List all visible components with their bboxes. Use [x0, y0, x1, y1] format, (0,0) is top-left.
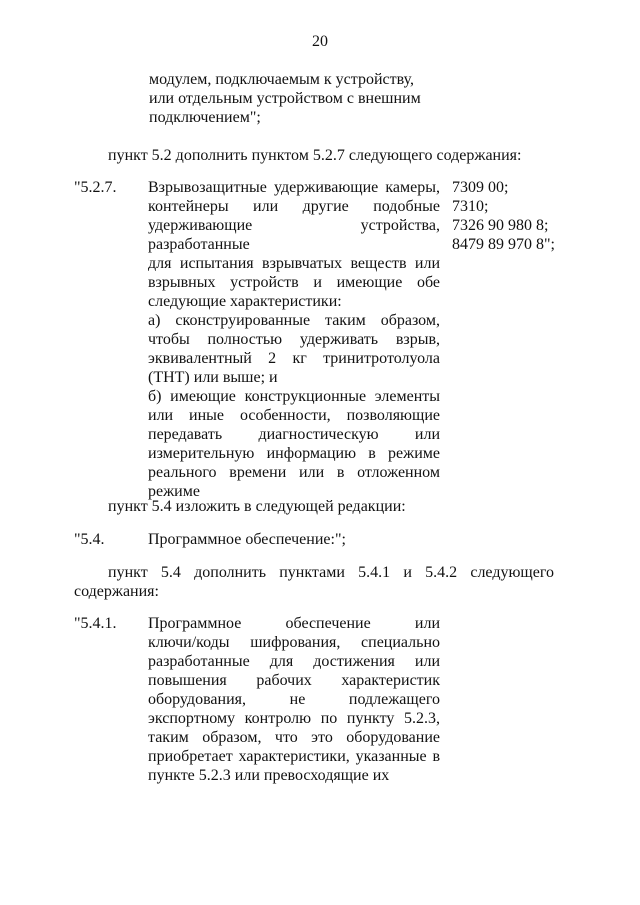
code-line: 8479 89 970 8"; — [452, 236, 555, 253]
text-line: разработанные для достижения или — [148, 653, 440, 670]
text-line: чтобы полностью удерживать взрыв, — [148, 331, 440, 348]
text-line: следующие характеристики: — [148, 293, 342, 310]
text-line: контейнеры или другие подобные — [148, 198, 440, 215]
code-line: 7309 00; — [452, 179, 509, 196]
text-line: подключением"; — [149, 109, 261, 126]
text-line: б) имеющие конструкционные элементы — [148, 388, 440, 405]
text-line: экспортному контролю по пункту 5.2.3, — [148, 710, 440, 727]
text-line: оборудования, не подлежащего — [148, 691, 440, 708]
instruction-paragraph: пункт 5.4 изложить в следующей редакции: — [108, 498, 406, 515]
instruction-paragraph: пункт 5.2 дополнить пунктом 5.2.7 следующего содержания: — [108, 147, 522, 164]
instruction-paragraph — [74, 563, 554, 601]
text-line: передавать диагностическую или — [148, 426, 440, 443]
text-line: режиме — [148, 483, 200, 500]
item-text: Программное обеспечение:"; — [148, 531, 346, 548]
item-number: "5.2.7. — [74, 179, 117, 196]
text-line: или иные особенности, позволяющие — [148, 407, 440, 424]
text-line: эквивалентный 2 кг тринитротолуола — [148, 350, 440, 367]
text-line: повышения рабочих характеристик — [148, 672, 440, 689]
text-line: модулем, подключаемым к устройству, — [149, 71, 415, 88]
text-line: или отдельным устройством с внешним — [149, 90, 421, 107]
code-line: 7326 90 980 8; — [452, 217, 549, 234]
text-line: пункте 5.2.3 или превосходящие их — [148, 767, 390, 784]
text-line: Взрывозащитные удерживающие камеры, — [148, 179, 440, 196]
text-line: ключи/коды шифрования, специально — [148, 634, 440, 651]
text-line: реального времени или в отложенном — [148, 464, 440, 481]
tnved-codes — [452, 178, 572, 254]
text-line: а) сконструированные таким образом, — [148, 312, 440, 329]
text-line: пункт 5.4 дополнить пунктами 5.4.1 и 5.4.2 следующего — [108, 564, 554, 581]
continuation-text — [149, 70, 449, 127]
text-line: взрывных устройств и имеющие обе — [148, 274, 440, 291]
text-line: приобретает характеристики, указанные в — [148, 748, 440, 765]
text-line: таким образом, что это оборудование — [148, 729, 440, 746]
text-line: содержания: — [74, 583, 159, 600]
item-text — [148, 614, 440, 785]
code-line: 7310; — [452, 198, 489, 215]
text-line: (ТНТ) или выше; и — [148, 369, 278, 386]
page-number: 20 — [312, 33, 328, 50]
text-line: для испытания взрывчатых веществ или — [148, 255, 440, 272]
text-line: Программное обеспечение или — [148, 615, 440, 632]
item-text — [148, 178, 440, 501]
text-line: измерительную информацию в режиме — [148, 445, 440, 462]
item-number: "5.4. — [74, 531, 105, 548]
item-number: "5.4.1. — [74, 615, 117, 632]
text-line: удерживающие устройства, разработанные — [148, 217, 440, 253]
